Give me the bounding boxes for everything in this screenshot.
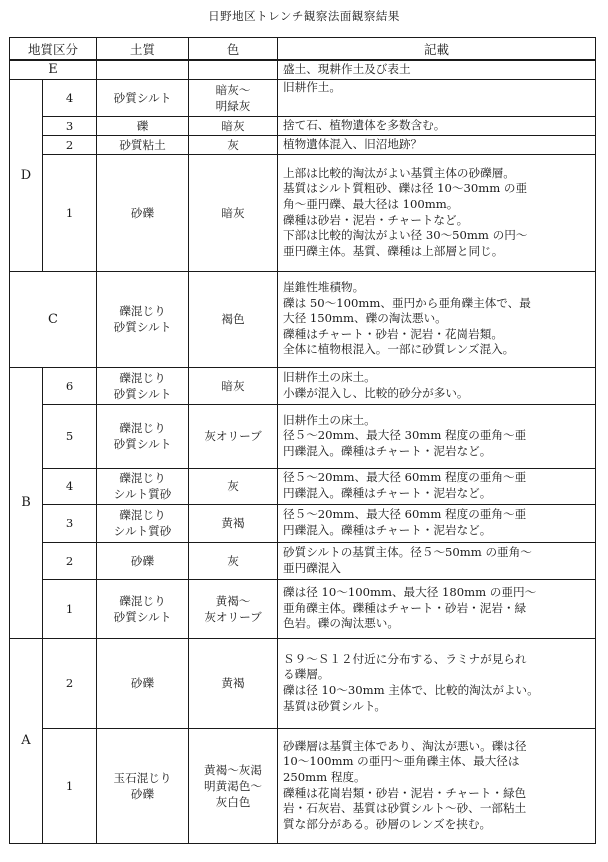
soil-cell: 砂質シルト (97, 79, 189, 116)
color-cell: 褐色 (189, 271, 278, 367)
group-label-C: C (10, 271, 97, 367)
table-row (10, 638, 596, 728)
color-cell: 黄褐 (189, 504, 278, 542)
trench-observation-table (9, 37, 596, 844)
soil-cell: 礫 (97, 116, 189, 135)
header-soil: 土質 (97, 38, 189, 61)
color-cell: 黄褐 (189, 638, 278, 728)
desc-cell: 砂礫層は基質主体であり、淘汰が悪い。礫は径 10～100mm の亜円～亜角礫主体、最大径は 250mm 程度。 礫種は花崗岩類・砂岩・泥岩・チャート・緑色 岩・石灰岩、基質は砂質シルト～砂、一部粘土 質な部分がある。砂層のレンズを挟む。 (278, 728, 596, 843)
soil-cell: 礫混じり シルト質砂 (97, 468, 189, 504)
header-geologic-unit: 地質区分 (10, 38, 97, 61)
color-cell: 黄褐～灰渇 明黄渇色～ 灰白色 (189, 728, 278, 843)
soil-cell: 礫混じり 砂質シルト (97, 271, 189, 367)
color-cell: 暗灰 (189, 154, 278, 271)
color-cell: 灰 (189, 468, 278, 504)
layer-no: 2 (43, 638, 97, 728)
desc-cell: 径５～20mm、最大径 60mm 程度の亜角～亜 円礫混入。礫種はチャート・泥岩など。 (278, 468, 596, 504)
layer-no: 1 (43, 728, 97, 843)
layer-no: 1 (43, 154, 97, 271)
table-row (10, 79, 596, 116)
soil-cell: 砂礫 (97, 542, 189, 579)
desc-cell: 旧耕作土。 (278, 79, 596, 116)
page-title: 日野地区トレンチ観察法面観察結果 (208, 9, 400, 23)
desc-cell: 植物遺体混入、旧沼地跡？ (278, 135, 596, 154)
layer-no: 5 (43, 404, 97, 468)
desc-cell: 砂質シルトの基質主体。径５～50mm の亜角～ 亜円礫混入 (278, 542, 596, 579)
layer-no: 4 (43, 468, 97, 504)
layer-no: 4 (43, 79, 97, 116)
table-row (10, 404, 596, 468)
desc-cell: 礫は径 10～100mm、最大径 180mm の亜円～ 亜角礫主体。礫種はチャート・砂岩・泥岩・緑 色岩。礫の淘汰悪い。 (278, 579, 596, 638)
desc-cell: 崖錐性堆積物。 礫は 50～100mm、亜円から亜角礫主体で、最 大径 150mm、礫の淘汰悪い。 礫種はチャート・砂岩・泥岩・花崗岩類。 全体に植物根混入。一部に砂質レンズ混入。 (278, 271, 596, 367)
color-cell: 灰 (189, 542, 278, 579)
layer-no: 3 (43, 504, 97, 542)
table-row (10, 728, 596, 843)
soil-cell: 礫混じり シルト質砂 (97, 504, 189, 542)
table-row (10, 504, 596, 542)
soil-cell: 砂質粘土 (97, 135, 189, 154)
layer-no: 3 (43, 116, 97, 135)
desc-cell: 上部は比較的淘汰がよい基質主体の砂礫層。 基質はシルト質粗砂、礫は径 10～30mm の亜 角～亜円礫、最大径は 100mm。 礫種は砂岩・泥岩・チャートなど。 下部は比較的淘汰がよい径 30～50mm の円～ 亜円礫主体。基質、礫種は上部層と同じ。 (278, 154, 596, 271)
table-row (10, 579, 596, 638)
desc-cell: 径５～20mm、最大径 60mm 程度の亜角～亜 円礫混入。礫種はチャート・泥岩など。 (278, 504, 596, 542)
group-label-B: B (10, 367, 43, 638)
table-row (10, 116, 596, 135)
desc-cell: 旧耕作土の床土。 小礫が混入し、比較的砂分が多い。 (278, 367, 596, 404)
soil-cell: 礫混じり 砂質シルト (97, 579, 189, 638)
color-cell: 灰オリーブ (189, 404, 278, 468)
table-row (10, 468, 596, 504)
soil-cell: 礫混じり 砂質シルト (97, 404, 189, 468)
desc-cell: 捨て石、植物遺体を多数含む。 (278, 116, 596, 135)
table-row (10, 271, 596, 367)
desc-cell: 盛土、現耕作土及び表土 (278, 60, 596, 79)
group-label-A: A (10, 638, 43, 843)
group-label-E: E (10, 60, 97, 79)
header-row (10, 38, 596, 61)
table-row (10, 154, 596, 271)
layer-no: 2 (43, 542, 97, 579)
group-label-D: D (10, 79, 43, 271)
color-cell: 暗灰 (189, 116, 278, 135)
table-row (10, 60, 596, 79)
soil-cell: 砂礫 (97, 638, 189, 728)
soil-cell (97, 60, 189, 79)
color-cell: 暗灰 (189, 367, 278, 404)
header-description: 記載 (278, 38, 596, 61)
color-cell: 灰 (189, 135, 278, 154)
desc-cell: Ｓ９～Ｓ１２付近に分布する、ラミナが見られ る礫層。 礫は径 10～30mm 主体で、比較的淘汰がよい。 基質は砂質シルト。 (278, 638, 596, 728)
table-row (10, 542, 596, 579)
soil-cell: 礫混じり 砂質シルト (97, 367, 189, 404)
soil-cell: 砂礫 (97, 154, 189, 271)
table-row (10, 135, 596, 154)
table-row (10, 367, 596, 404)
layer-no: 6 (43, 367, 97, 404)
color-cell: 黄褐～ 灰オリーブ (189, 579, 278, 638)
soil-cell: 玉石混じり 砂礫 (97, 728, 189, 843)
layer-no: 1 (43, 579, 97, 638)
layer-no: 2 (43, 135, 97, 154)
color-cell: 暗灰～ 明緑灰 (189, 79, 278, 116)
color-cell (189, 60, 278, 79)
desc-cell: 旧耕作土の床土。 径５～20mm、最大径 30mm 程度の亜角～亜 円礫混入。礫種はチャート・泥岩など。 (278, 404, 596, 468)
header-color: 色 (189, 38, 278, 61)
